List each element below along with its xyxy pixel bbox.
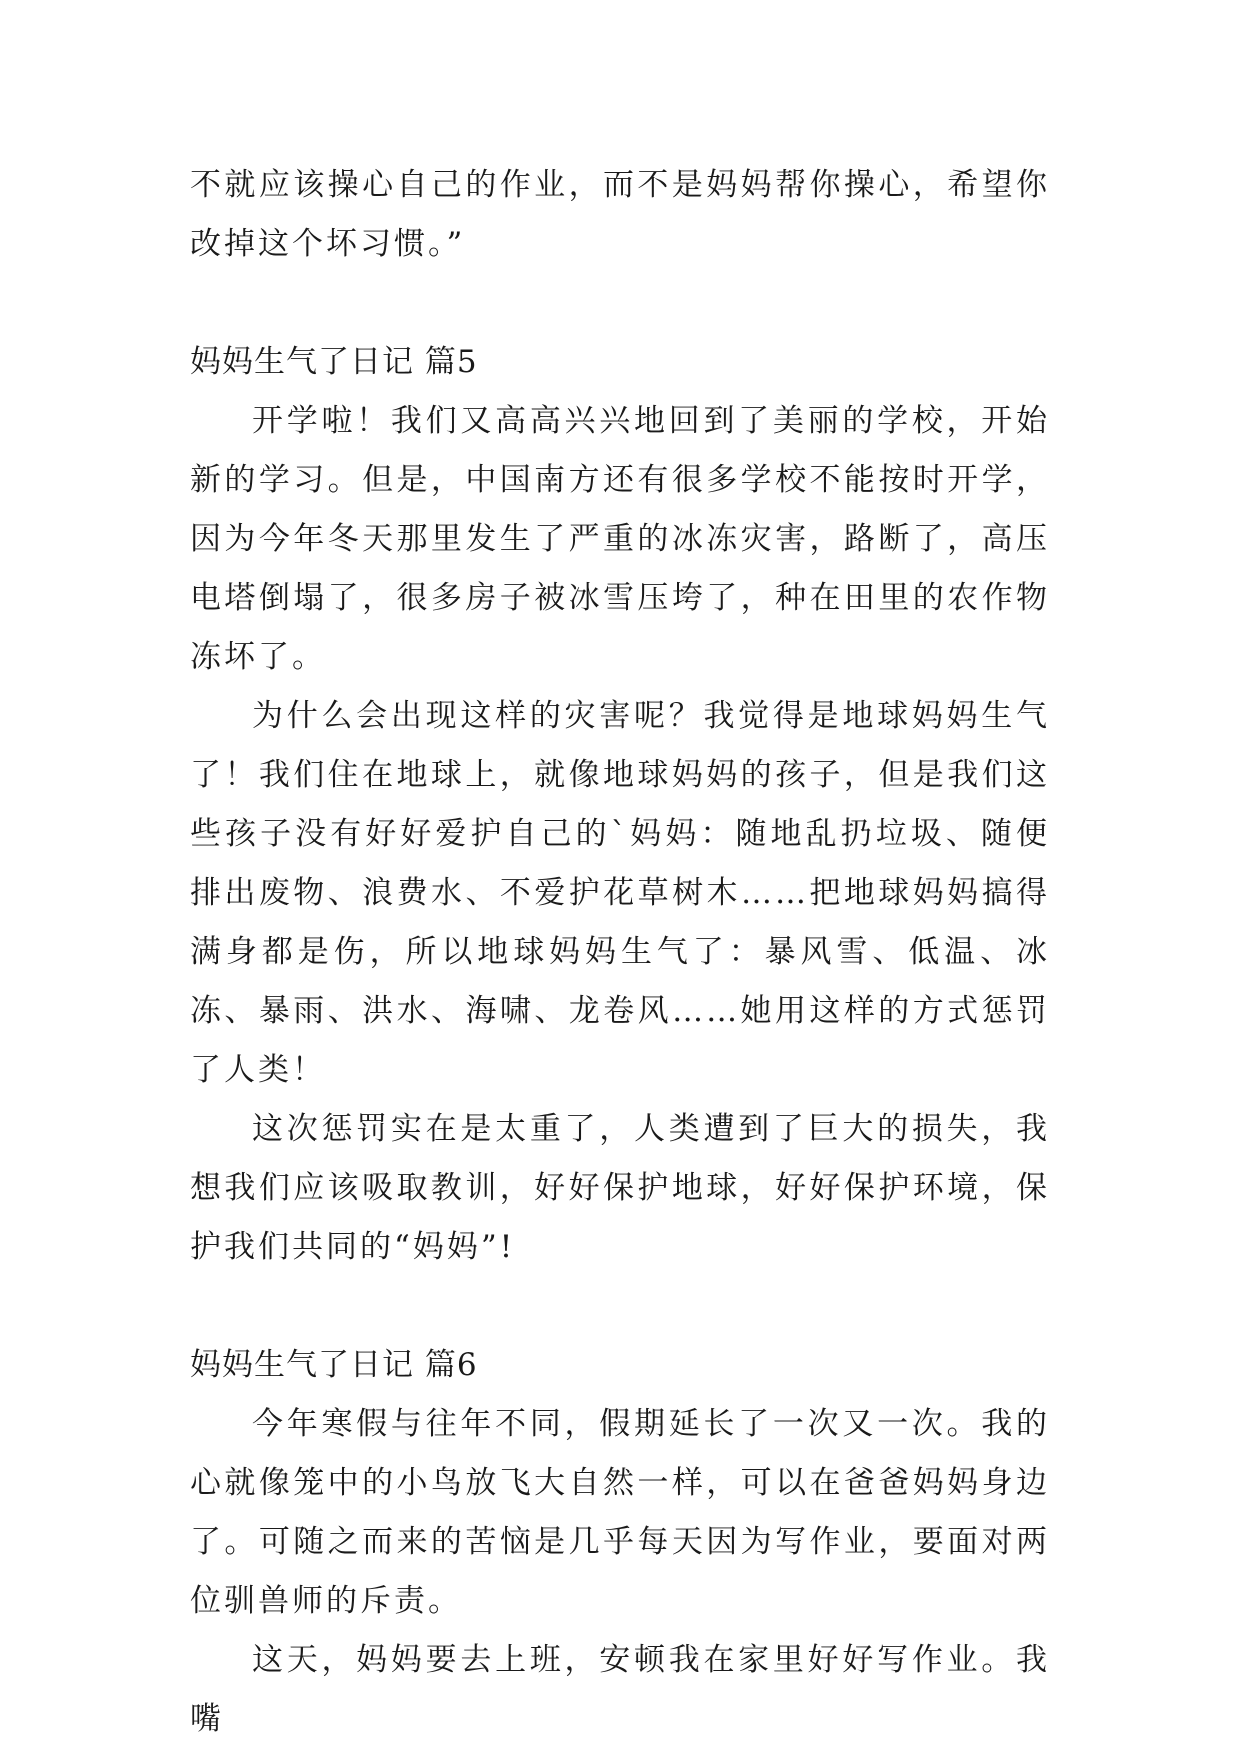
document-body bbox=[190, 156, 1050, 1749]
section-5-paragraph-3: 这次惩罚实在是太重了，人类遭到了巨大的损失，我想我们应该吸取教训，好好保护地球，好好保护环境，保护我们共同的“妈妈”! bbox=[190, 1111, 1050, 1265]
section-6-paragraph-2: 这天，妈妈要去上班，安顿我在家里好好写作业。我嘴 bbox=[190, 1642, 1050, 1737]
section-5 bbox=[190, 333, 1050, 1277]
section-6 bbox=[190, 1336, 1050, 1749]
section-6-paragraph-1: 今年寒假与往年不同，假期延长了一次又一次。我的心就像笼中的小鸟放飞大自然一样，可以在爸爸妈妈身边了。可随之而来的苦恼是几乎每天因为写作业，要面对两位驯兽师的斥责。 bbox=[190, 1406, 1050, 1619]
section-5-title: 妈妈生气了日记 篇5 bbox=[190, 344, 478, 380]
section-gap bbox=[190, 1277, 1050, 1336]
section-gap bbox=[190, 274, 1050, 333]
section-5-paragraph-2: 为什么会出现这样的灾害呢？我觉得是地球妈妈生气了！我们住在地球上，就像地球妈妈的孩子，但是我们这些孩子没有好好爱护自己的`妈妈：随地乱扔垃圾、随便排出废物、浪费水、不爱护花草树木……把地球妈妈搞得满身都是伤，所以地球妈妈生气了：暴风雪、低温、冰冻、暴雨、洪水、海啸、龙卷风……她用这样的方式惩罚了人类！ bbox=[190, 698, 1050, 1088]
section-5-paragraph-1: 开学啦！我们又高高兴兴地回到了美丽的学校，开始新的学习。但是，中国南方还有很多学校不能按时开学，因为今年冬天那里发生了严重的冰冻灾害，路断了，高压电塔倒塌了，很多房子被冰雪压垮了，种在田里的农作物冻坏了。 bbox=[190, 403, 1050, 675]
lead-paragraph: 不就应该操心自己的作业，而不是妈妈帮你操心，希望你改掉这个坏习惯。” bbox=[190, 167, 1050, 262]
section-6-title: 妈妈生气了日记 篇6 bbox=[190, 1347, 478, 1383]
